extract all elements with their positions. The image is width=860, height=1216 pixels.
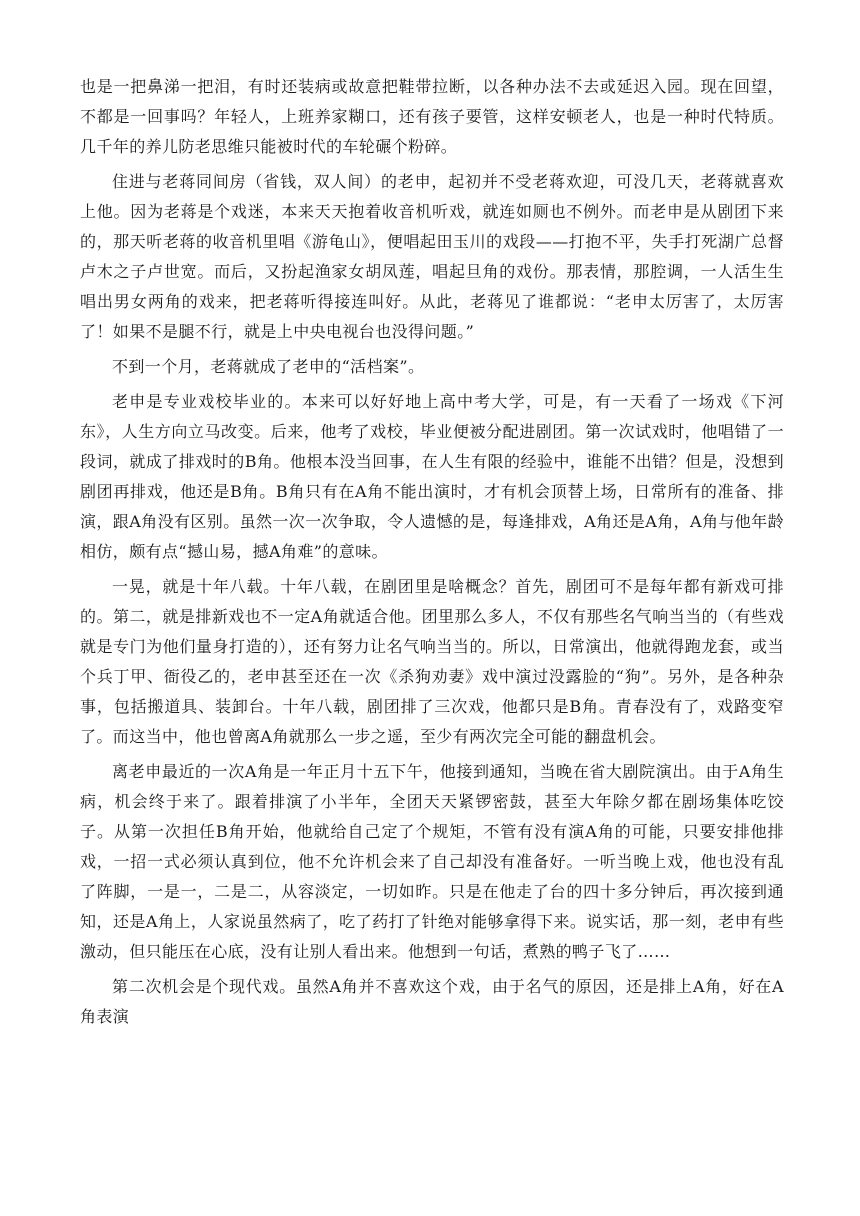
paragraph-7: 第二次机会是个现代戏。虽然A角并不喜欢这个戏，由于名气的原因，还是排上A角，好在A角表演 (80, 977, 784, 1026)
paragraph-5: 一晃，就是十年八载。十年八载，在剧团里是啥概念？首先，剧团可不是每年都有新戏可排的。第二，就是排新戏也不一定A角就适合他。团里那么多人，不仅有那些名气响当当的（有些戏就是专门为他们量身打造的），还有努力让名气响当当的。所以，日常演出，他就得跑龙套，或当个兵丁甲、衙役乙的，老申甚至还在一次《杀狗劝妻》戏中演过没露脸的“狗”。另外，是各种杂事，包括搬道具、装卸台。十年八载，剧团排了三次戏，他都只是B角。青春没有了，戏路变窄了。而这当中，他也曾离A角就那么一步之遥，至少有两次完全可能的翻盘机会。 (80, 577, 784, 746)
paragraph-1: 也是一把鼻涕一把泪，有时还装病或故意把鞋带拉断，以各种办法不去或延迟入园。现在回望，不都是一回事吗？年轻人，上班养家糊口，还有孩子要管，这样安顿老人，也是一种时代特质。几千年的养儿防老思维只能被时代的车轮碾个粉碎。 (80, 77, 784, 156)
paragraph-6: 离老申最近的一次A角是一年正月十五下午，他接到通知，当晚在省大剧院演出。由于A角生病，机会终于来了。跟着排演了小半年，全团天天紧锣密鼓，甚至大年除夕都在剧场集体吃饺子。从第一次担任B角开始，他就给自己定了个规矩，不管有没有演A角的可能，只要安排他排戏，一招一式必须认真到位，他不允许机会来了自己却没有准备好。一听当晚上戏，他也没有乱了阵脚，一是一，二是二，从容淡定，一切如昨。只是在他走了台的四十多分钟后，再次接到通知，还是A角上，人家说虽然病了，吃了药打了针绝对能够拿得下来。说实话，那一刻，老申有些激动，但只能压在心底，没有让别人看出来。他想到一句话，煮熟的鸭子飞了…… (80, 762, 784, 961)
paragraph-3: 不到一个月，老蒋就成了老申的“活档案”。 (112, 357, 425, 376)
document-page (80, 72, 784, 1037)
paragraph-2: 住进与老蒋同间房（省钱，双人间）的老申，起初并不受老蒋欢迎，可没几天，老蒋就喜欢上他。因为老蒋是个戏迷，本来天天抱着收音机听戏，就连如厕也不例外。而老申是从剧团下来的，那天听老蒋的收音机里唱《游龟山》，便唱起田玉川的戏段——打抱不平，失手打死湖广总督卢木之子卢世宽。而后，又扮起渔家女胡凤莲，唱起旦角的戏份。那表情，那腔调，一人活生生唱出男女两角的戏来，把老蒋听得接连叫好。从此，老蒋见了谁都说：“老申太厉害了，太厉害了！如果不是腿不行，就是上中央电视台也没得问题。” (80, 172, 784, 341)
paragraph-4: 老申是专业戏校毕业的。本来可以好好地上高中考大学，可是，有一天看了一场戏《下河东》，人生方向立马改变。后来，他考了戏校，毕业便被分配进剧团。第一次试戏时，他唱错了一段词，就成了排戏时的B角。他根本没当回事，在人生有限的经验中，谁能不出错？但是，没想到剧团再排戏，他还是B角。B角只有在A角不能出演时，才有机会顶替上场，日常所有的准备、排演，跟A角没有区别。虽然一次一次争取，令人遗憾的是，每逢排戏，A角还是A角，A角与他年龄相仿，颇有点“撼山易，撼A角难”的意味。 (80, 392, 784, 561)
